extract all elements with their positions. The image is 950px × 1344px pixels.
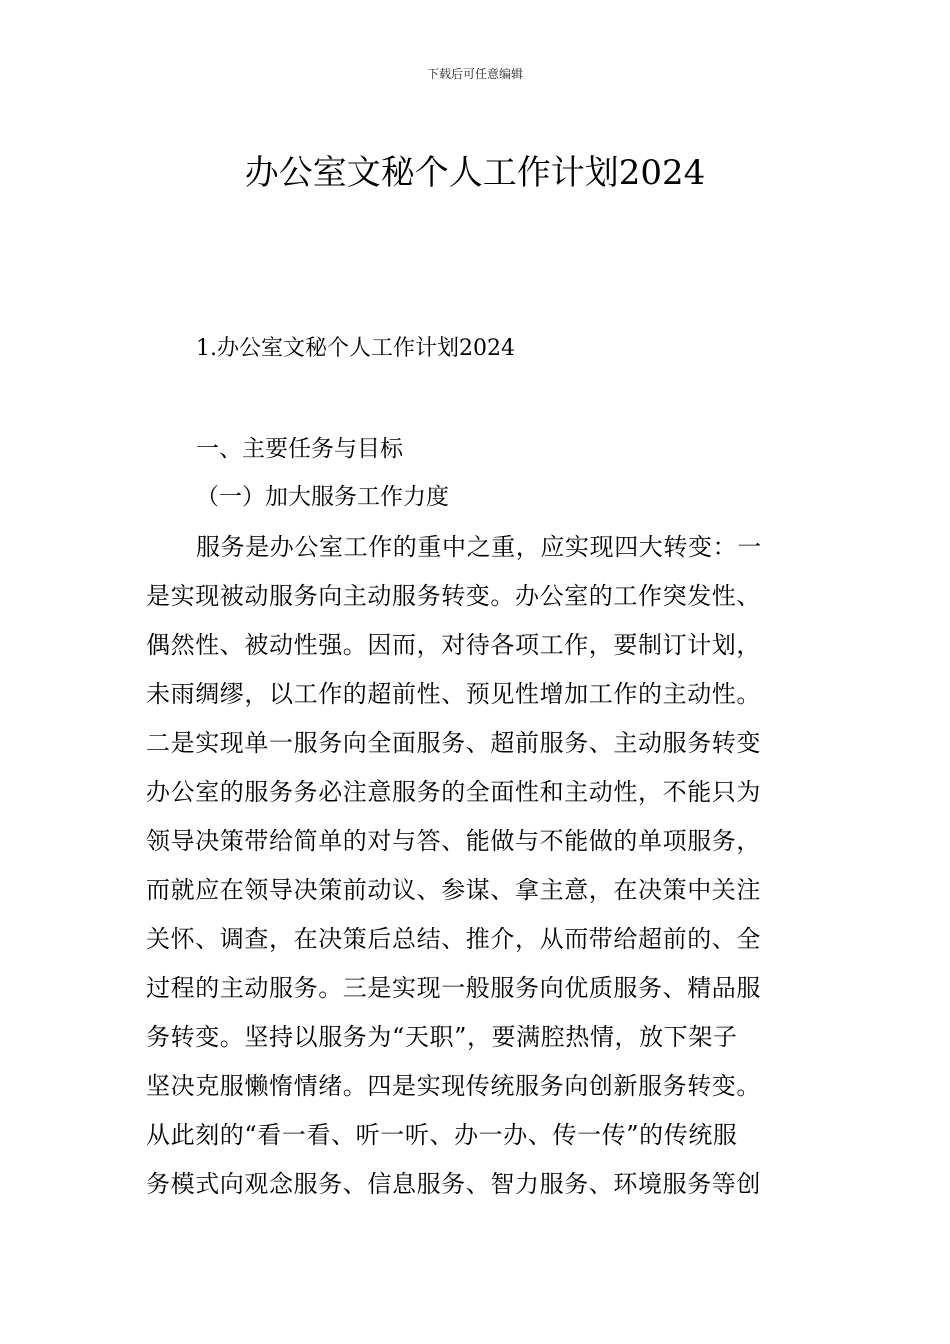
body-line: 二是实现单一服务向全面服务、超前服务、主动服务转变 [146,729,761,757]
document-title: 办公室文秘个人工作计划2024 [244,152,706,193]
subsection-heading: （一）加大服务工作力度 [196,484,449,510]
body-line: 务转变。坚持以服务为“天职”，要满腔热情，放下架子 [146,1023,738,1051]
body-line: 偶然性、被动性强。因而，对待各项工作，要制订计划， [146,631,761,659]
body-line: 从此刻的“看一看、听一听、办一办、传一传”的传统服 [146,1121,738,1149]
header-note: 下载后可任意编辑 [426,67,523,81]
body-line: 领导决策带给简单的对与答、能做与不能做的单项服务， [146,827,761,855]
body-line: 坚决克服懒惰情绪。四是实现传统服务向创新服务转变。 [146,1072,761,1100]
body-line: 办公室的服务务必注意服务的全面性和主动性，不能只为 [146,778,761,806]
body-line: 过程的主动服务。三是实现一般服务向优质服务、精品服 [146,974,761,1002]
body-line: 服务是办公室工作的重中之重，应实现四大转变：一 [196,533,762,561]
body-line: 是实现被动服务向主动服务转变。办公室的工作突发性、 [146,582,761,610]
body-paragraph [146,530,808,1216]
document-subtitle: 1.办公室文秘个人工作计划2024 [196,336,515,361]
body-line: 务模式向观念服务、信息服务、智力服务、环境服务等创 [146,1170,761,1198]
body-line: 关怀、调查，在决策后总结、推介，从而带给超前的、全 [146,925,761,953]
body-line: 而就应在领导决策前动议、参谋、拿主意，在决策中关注 [146,876,761,904]
section-heading: 一、主要任务与目标 [196,436,403,462]
body-line: 未雨绸缪，以工作的超前性、预见性增加工作的主动性。 [146,680,761,708]
